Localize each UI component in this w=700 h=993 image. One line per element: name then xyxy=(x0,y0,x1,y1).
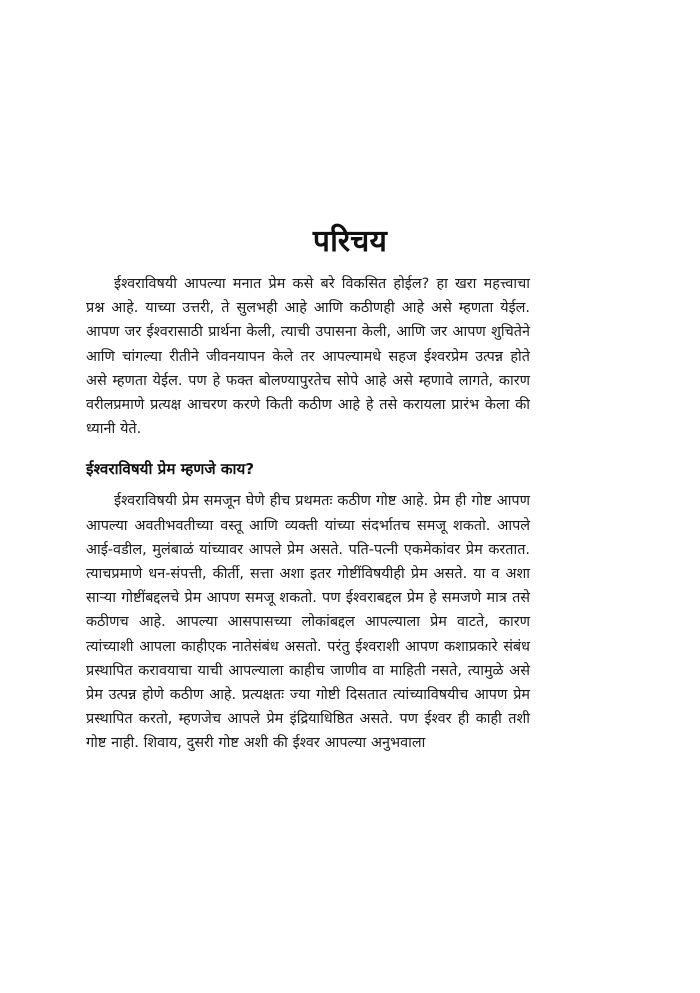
body-paragraph: ईश्वराविषयी प्रेम समजून घेणे हीच प्रथमतः कठीण गोष्ट आहे. प्रेम ही गोष्ट आपण आपल्या अवतीभवतीच्या वस्तू आणि व्यक्ती यांच्या संदर्भातच समजू शकतो. आपले आई-वडील, मुलंबाळं यांच्यावर आपले प्रेम असते. पति-पत्नी एकमेकांवर प्रेम करतात. त्याचप्रमाणे धन-संपत्ती, कीर्ती, सत्ता अशा इतर गोष्टींविषयीही प्रेम असते. या व अशा साऱ्या गोष्टींबद्दलचे प्रेम आपण समजू शकतो. पण ईश्वराबद्दल प्रेम हे समजणे मात्र तसे कठीणच आहे. आपल्या आसपासच्या लोकांबद्दल आपल्याला प्रेम वाटते, कारण त्यांच्याशी आपला काहीएक नातेसंबंध असतो. परंतु ईश्वराशी आपण कशाप्रकारे संबंध प्रस्थापित करावयाचा याची आपल्याला काहीच जाणीव वा माहिती नसते, त्यामुळे असे प्रेम उत्पन्न होणे कठीण आहे. प्रत्यक्षतः ज्या गोष्टी दिसतात त्यांच्याविषयीच आपण प्रेम प्रस्थापित करतो, म्हणजेच आपले प्रेम इंद्रियाधिष्ठित असते. पण ईश्वर ही काही तशी गोष्ट नाही. शिवाय, दुसरी गोष्ट अशी की ईश्वर आपल्या अनुभवाला xyxy=(86,493,530,752)
intro-paragraph: ईश्वराविषयी आपल्या मनात प्रेम कसे बरे विकसित होईल? हा खरा महत्त्वाचा प्रश्न आहे. याच्या उत्तरी, ते सुलभही आहे आणि कठीणही आहे असे म्हणता येईल. आपण जर ईश्वरासाठी प्रार्थना केली, त्याची उपासना केली, आणि जर आपण शुचितेने आणि चांगल्या रीतीने जीवनयापन केले तर आपल्यामधे सहज ईश्वरप्रेम उत्पन्न होते असे म्हणता येईल. पण हे फक्त बोलण्यापुरतेच सोपे आहे असे म्हणावे लागते, कारण वरीलप्रमाणे प्रत्यक्ष आचरण करणे किती कठीण आहे हे तसे करायला प्रारंभ केला की ध्यानी येते. xyxy=(86,276,530,438)
page-title: परिचय xyxy=(312,224,388,259)
section-heading: ईश्वराविषयी प्रेम म्हणजे काय? xyxy=(86,460,255,479)
page-content xyxy=(86,272,530,756)
